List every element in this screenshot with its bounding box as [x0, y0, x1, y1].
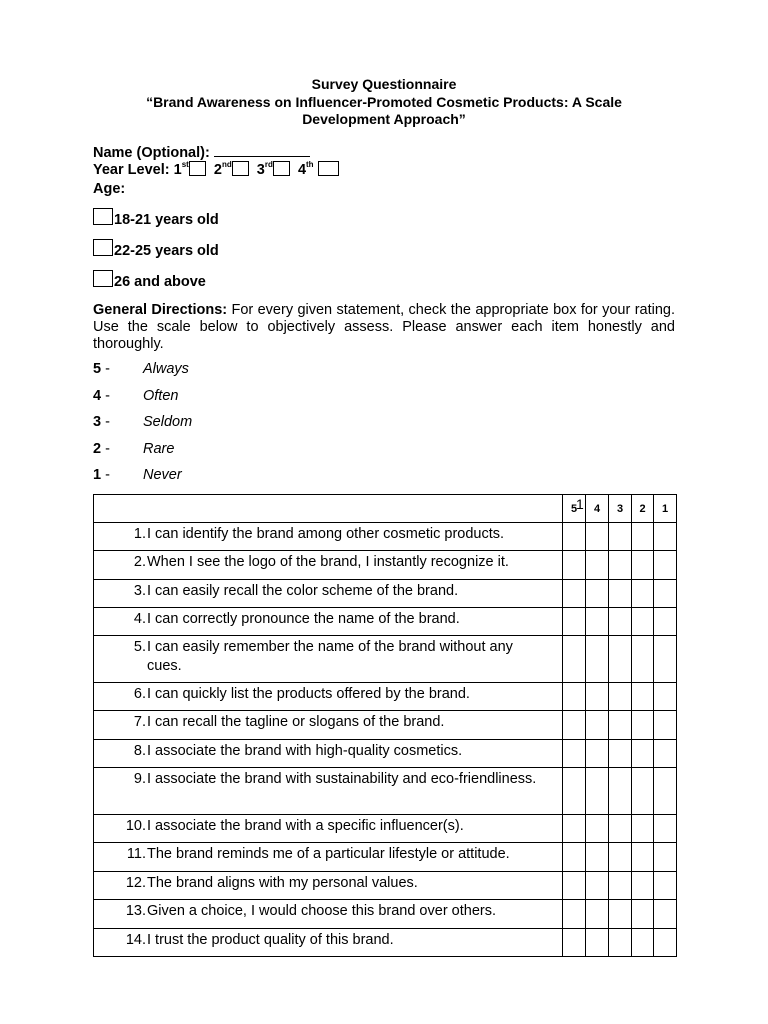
rating-cell-2[interactable] [632, 929, 654, 957]
item-number: 3. [133, 583, 146, 599]
rating-cell-5[interactable] [563, 843, 586, 872]
rating-cell-2[interactable] [632, 768, 654, 815]
statement-cell [94, 636, 563, 683]
table-row [94, 843, 677, 872]
statement-cell [94, 929, 563, 957]
statement-cell [94, 551, 563, 580]
name-field [93, 144, 310, 162]
statement-header [94, 495, 563, 523]
rating-cell-3[interactable] [609, 872, 632, 900]
table-row [94, 900, 677, 929]
name-input-line[interactable] [214, 144, 310, 157]
table-row [94, 636, 677, 683]
rating-cell-3[interactable] [609, 740, 632, 768]
statement-cell [94, 608, 563, 636]
rating-cell-5[interactable] [563, 551, 586, 580]
year-option-1: 1st [173, 160, 189, 178]
rating-cell-3[interactable] [609, 843, 632, 872]
age-option-22-25 [93, 239, 219, 260]
table-row [94, 815, 677, 843]
name-label: Name (Optional): [93, 145, 210, 161]
rating-cell-2[interactable] [632, 636, 654, 683]
statement-cell [94, 768, 563, 815]
rating-cell-4[interactable] [586, 872, 609, 900]
rating-cell-2[interactable] [632, 711, 654, 740]
statement-cell [94, 580, 563, 608]
rating-cell-5[interactable] [563, 929, 586, 957]
rating-cell-3[interactable] [609, 929, 632, 957]
item-statement: The brand aligns with my personal values. [147, 875, 418, 891]
rating-cell-4[interactable] [586, 580, 609, 608]
scale-row-2: 2 - Rare [93, 441, 175, 457]
rating-cell-3[interactable] [609, 523, 632, 551]
statement-cell [94, 711, 563, 740]
scale-row-4: 4 - Often [93, 388, 179, 404]
directions-text: For every given statement, check the appropriate box for your rating. Use the scale below to objectively assess. Please answer each item honestly and thoroughly. [93, 302, 675, 352]
scale-label-3: Seldom [143, 414, 193, 430]
rating-cell-5[interactable] [563, 740, 586, 768]
statement-cell [94, 872, 563, 900]
rating-cell-2[interactable] [632, 843, 654, 872]
statement-cell [94, 900, 563, 929]
item-statement: The brand reminds me of a particular lifestyle or attitude. [147, 846, 510, 862]
item-number: 1. [133, 526, 146, 542]
item-number: 11. [126, 846, 146, 862]
rating-cell-1[interactable] [654, 843, 677, 872]
table-header-row [94, 495, 677, 523]
item-number: 2. [133, 554, 146, 570]
rating-cell-3[interactable] [609, 768, 632, 815]
rating-cell-5[interactable] [563, 636, 586, 683]
rating-cell-1[interactable] [654, 551, 677, 580]
rating-cell-1[interactable] [654, 815, 677, 843]
year-3-checkbox[interactable] [273, 161, 290, 176]
rating-cell-1[interactable] [654, 608, 677, 636]
rating-cell-5[interactable] [563, 872, 586, 900]
rating-cell-3[interactable] [609, 900, 632, 929]
item-number: 9. [133, 771, 146, 787]
item-number: 7. [133, 714, 146, 730]
rating-cell-4[interactable] [586, 711, 609, 740]
item-number: 5. [133, 639, 146, 655]
rating-cell-2[interactable] [632, 523, 654, 551]
rating-cell-1[interactable] [654, 580, 677, 608]
item-statement: I can correctly pronounce the name of the brand. [147, 611, 460, 627]
rating-cell-1[interactable] [654, 636, 677, 683]
scale-label-4: Often [143, 388, 179, 404]
rating-cell-2[interactable] [632, 683, 654, 711]
rating-cell-2[interactable] [632, 815, 654, 843]
rating-cell-5[interactable] [563, 815, 586, 843]
item-number: 13. [125, 903, 146, 919]
rating-cell-1[interactable] [654, 768, 677, 815]
age-option-26-above [93, 270, 206, 291]
table-row [94, 683, 677, 711]
rating-cell-4[interactable] [586, 815, 609, 843]
rating-header-4: 4 [586, 495, 609, 523]
rating-cell-2[interactable] [632, 580, 654, 608]
item-number: 12. [125, 875, 146, 891]
rating-cell-4[interactable] [586, 523, 609, 551]
rating-cell-4[interactable] [586, 768, 609, 815]
table-row [94, 608, 677, 636]
rating-header-2: 2 [632, 495, 654, 523]
statement-cell [94, 523, 563, 551]
table-row [94, 768, 677, 815]
rating-cell-2[interactable] [632, 608, 654, 636]
age-18-21-checkbox[interactable] [93, 208, 113, 225]
rating-cell-5[interactable] [563, 683, 586, 711]
rating-cell-1[interactable] [654, 872, 677, 900]
age-26-above-label: 26 and above [114, 274, 206, 290]
rating-cell-2[interactable] [632, 872, 654, 900]
item-statement: I associate the brand with sustainability and eco-friendliness. [147, 771, 537, 787]
survey-subtitle-line1: “Brand Awareness on Influencer-Promoted Cosmetic Products: A Scale [146, 93, 622, 110]
page-number: 1 [576, 496, 584, 512]
rating-cell-4[interactable] [586, 683, 609, 711]
rating-cell-3[interactable] [609, 580, 632, 608]
scale-row-1: 1 - Never [93, 467, 182, 483]
directions-label: General Directions: [93, 302, 228, 318]
scale-row-3: 3 - Seldom [93, 414, 193, 430]
year-1-checkbox[interactable] [189, 161, 206, 176]
rating-cell-5[interactable] [563, 768, 586, 815]
item-number: 14. [125, 932, 146, 948]
rating-header-3: 3 [609, 495, 632, 523]
rating-cell-4[interactable] [586, 740, 609, 768]
scale-row-5: 5 - Always [93, 361, 189, 377]
scale-label-2: Rare [143, 441, 175, 457]
rating-cell-1[interactable] [654, 523, 677, 551]
year-2-checkbox[interactable] [232, 161, 249, 176]
statement-cell [94, 843, 563, 872]
item-statement: When I see the logo of the brand, I instantly recognize it. [147, 554, 509, 570]
table-row [94, 523, 677, 551]
rating-cell-5[interactable] [563, 711, 586, 740]
title-block [93, 76, 675, 129]
survey-title: Survey Questionnaire [311, 76, 457, 92]
rating-cell-3[interactable] [609, 636, 632, 683]
rating-cell-1[interactable] [654, 683, 677, 711]
rating-cell-1[interactable] [654, 740, 677, 768]
age-option-18-21 [93, 208, 219, 229]
rating-header-5: 5 [563, 495, 586, 523]
scale-label-1: Never [143, 467, 182, 483]
table-row [94, 711, 677, 740]
scale-label-5: Always [143, 361, 189, 377]
item-statement: I can easily recall the color scheme of the brand. [147, 583, 459, 599]
rating-cell-3[interactable] [609, 711, 632, 740]
rating-cell-4[interactable] [586, 551, 609, 580]
table-row [94, 929, 677, 957]
rating-cell-4[interactable] [586, 929, 609, 957]
table-row [94, 740, 677, 768]
rating-cell-4[interactable] [586, 843, 609, 872]
item-number: 8. [133, 743, 146, 759]
year-option-2: 2nd [213, 160, 232, 178]
item-statement: I can easily remember the name of the brand without any cues. [147, 639, 513, 674]
item-number: 10. [125, 818, 146, 834]
table-row [94, 872, 677, 900]
general-directions [93, 302, 675, 353]
survey-subtitle-line2: Development Approach” [302, 111, 466, 127]
table-row [94, 580, 677, 608]
year-option-4: 4th [297, 160, 314, 178]
rating-cell-4[interactable] [586, 636, 609, 683]
rating-cell-2[interactable] [632, 900, 654, 929]
rating-header-1: 1 [654, 495, 677, 523]
rating-cell-1[interactable] [654, 711, 677, 740]
rating-table [93, 494, 677, 957]
age-26-above-checkbox[interactable] [93, 270, 113, 287]
age-22-25-checkbox[interactable] [93, 239, 113, 256]
item-number: 4. [133, 611, 146, 627]
rating-cell-3[interactable] [609, 551, 632, 580]
rating-cell-5[interactable] [563, 523, 586, 551]
item-statement: I associate the brand with a specific influencer(s). [147, 818, 464, 834]
rating-cell-2[interactable] [632, 740, 654, 768]
rating-cell-2[interactable] [632, 551, 654, 580]
item-number: 6. [133, 686, 146, 702]
rating-cell-3[interactable] [609, 815, 632, 843]
age-22-25-label: 22-25 years old [114, 243, 219, 259]
table-row [94, 551, 677, 580]
statement-cell [94, 683, 563, 711]
item-statement: I trust the product quality of this brand. [147, 932, 394, 948]
year-4-checkbox[interactable] [318, 161, 339, 176]
rating-cell-5[interactable] [563, 580, 586, 608]
rating-cell-4[interactable] [586, 608, 609, 636]
age-18-21-label: 18-21 years old [114, 212, 219, 228]
rating-cell-3[interactable] [609, 608, 632, 636]
rating-cell-4[interactable] [586, 900, 609, 929]
item-statement: Given a choice, I would choose this brand over others. [147, 903, 496, 919]
year-option-3: 3rd [256, 160, 273, 178]
rating-cell-1[interactable] [654, 900, 677, 929]
age-label: Age: [93, 181, 126, 197]
rating-cell-5[interactable] [563, 900, 586, 929]
year-level-field [93, 161, 339, 179]
rating-cell-5[interactable] [563, 608, 586, 636]
item-statement: I associate the brand with high-quality cosmetics. [147, 743, 463, 759]
rating-cell-1[interactable] [654, 929, 677, 957]
item-statement: I can identify the brand among other cosmetic products. [147, 526, 505, 542]
item-statement: I can quickly list the products offered by the brand. [147, 686, 470, 702]
year-level-label: Year Level: [93, 162, 170, 178]
item-statement: I can recall the tagline or slogans of the brand. [147, 714, 445, 730]
statement-cell [94, 815, 563, 843]
rating-cell-3[interactable] [609, 683, 632, 711]
statement-cell [94, 740, 563, 768]
